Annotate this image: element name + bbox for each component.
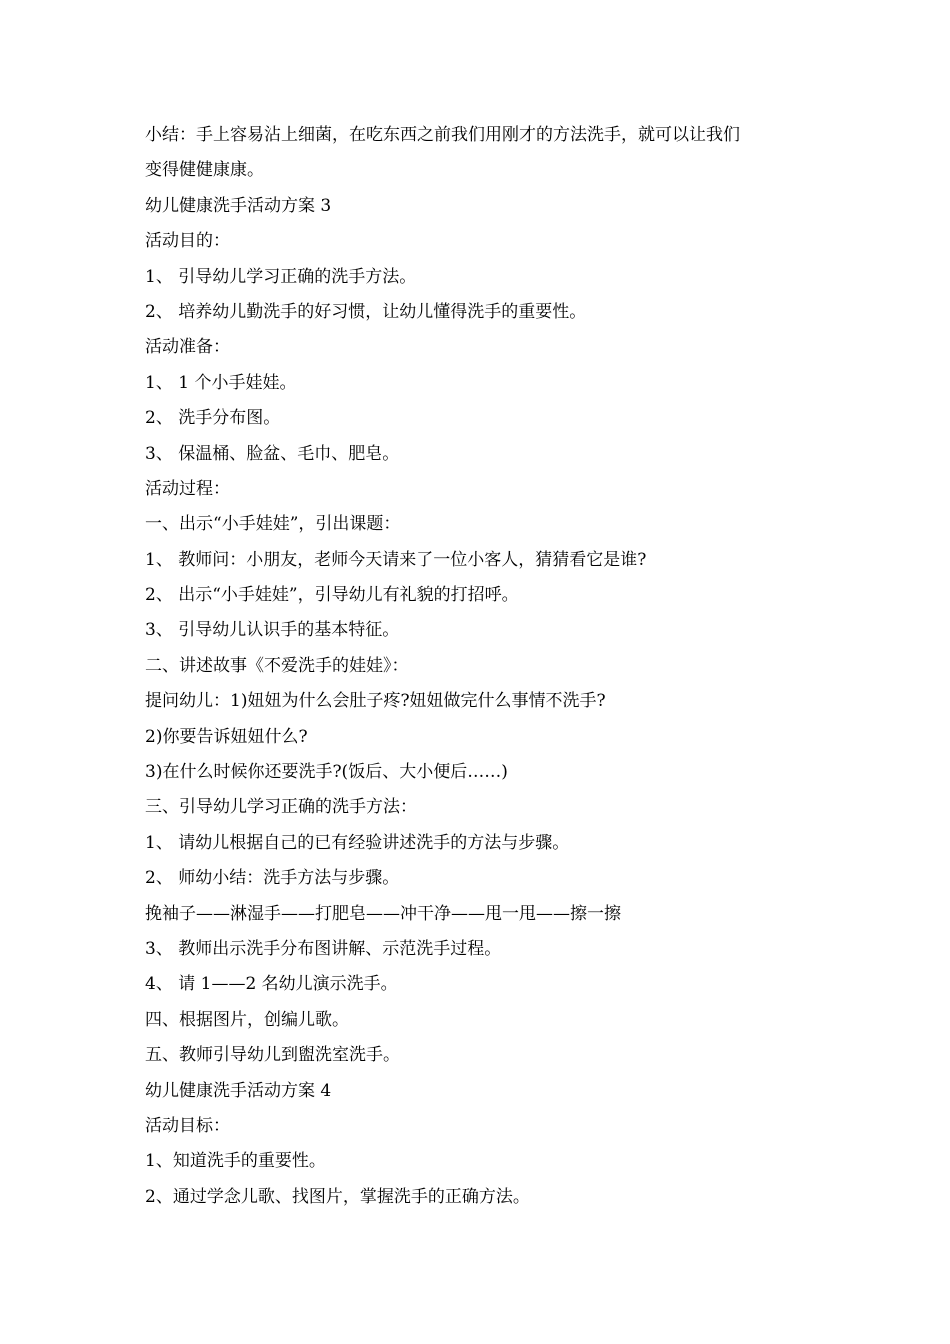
- text-line: 活动过程：: [145, 478, 230, 499]
- text-line: 2、 出示“小手娃娃”，引导幼儿有礼貌的打招呼。: [145, 585, 519, 606]
- text-line: 2、 师幼小结：洗手方法与步骤。: [145, 868, 400, 889]
- text-line: 1、知道洗手的重要性。: [145, 1151, 326, 1172]
- text-line: 四、根据图片，创编儿歌。: [145, 1009, 349, 1030]
- text-line: 3、 教师出示洗手分布图讲解、示范洗手过程。: [145, 938, 502, 959]
- text-line: 一、出示“小手娃娃”，引出课题：: [145, 514, 401, 535]
- text-line: 1、 请幼儿根据自己的已有经验讲述洗手的方法与步骤。: [145, 832, 570, 853]
- text-line: 变得健健康康。: [145, 160, 264, 181]
- section-heading: 幼儿健康洗手活动方案 3: [145, 195, 332, 216]
- text-line: 3、 引导幼儿认识手的基本特征。: [145, 620, 400, 641]
- text-line: 3、 保温桶、脸盆、毛巾、肥皂。: [145, 443, 400, 464]
- text-line: 2、通过学念儿歌、找图片，掌握洗手的正确方法。: [145, 1186, 530, 1207]
- text-line: 二、讲述故事《不爱洗手的娃娃》：: [145, 655, 409, 676]
- text-line: 活动目标：: [145, 1115, 230, 1136]
- text-line: 挽袖子——淋湿手——打肥皂——冲干净——甩一甩——擦一擦: [145, 903, 621, 924]
- text-line: 3)在什么时候你还要洗手?(饭后、大小便后……): [145, 762, 508, 783]
- text-line: 五、教师引导幼儿到盥洗室洗手。: [145, 1045, 400, 1066]
- text-line: 1、 教师问：小朋友，老师今天请来了一位小客人，猜猜看它是谁?: [145, 549, 647, 570]
- section-heading: 幼儿健康洗手活动方案 4: [145, 1080, 332, 1101]
- text-line: 三、引导幼儿学习正确的洗手方法：: [145, 797, 417, 818]
- text-line: 提问幼儿：1)妞妞为什么会肚子疼?妞妞做完什么事情不洗手?: [145, 691, 606, 712]
- text-line: 活动目的：: [145, 231, 230, 252]
- text-line: 1、 引导幼儿学习正确的洗手方法。: [145, 266, 417, 287]
- text-line: 2、 培养幼儿勤洗手的好习惯，让幼儿懂得洗手的重要性。: [145, 301, 587, 322]
- text-line: 活动准备：: [145, 337, 230, 358]
- text-line: 2)你要告诉妞妞什么?: [145, 726, 308, 747]
- text-line: 2、 洗手分布图。: [145, 408, 281, 429]
- text-line: 1、 1 个小手娃娃。: [145, 372, 297, 393]
- document-body: [145, 118, 815, 1215]
- text-line: 小结：手上容易沾上细菌，在吃东西之前我们用刚才的方法洗手，就可以让我们: [145, 125, 740, 145]
- text-line: 4、 请 1——2 名幼儿演示洗手。: [145, 974, 398, 995]
